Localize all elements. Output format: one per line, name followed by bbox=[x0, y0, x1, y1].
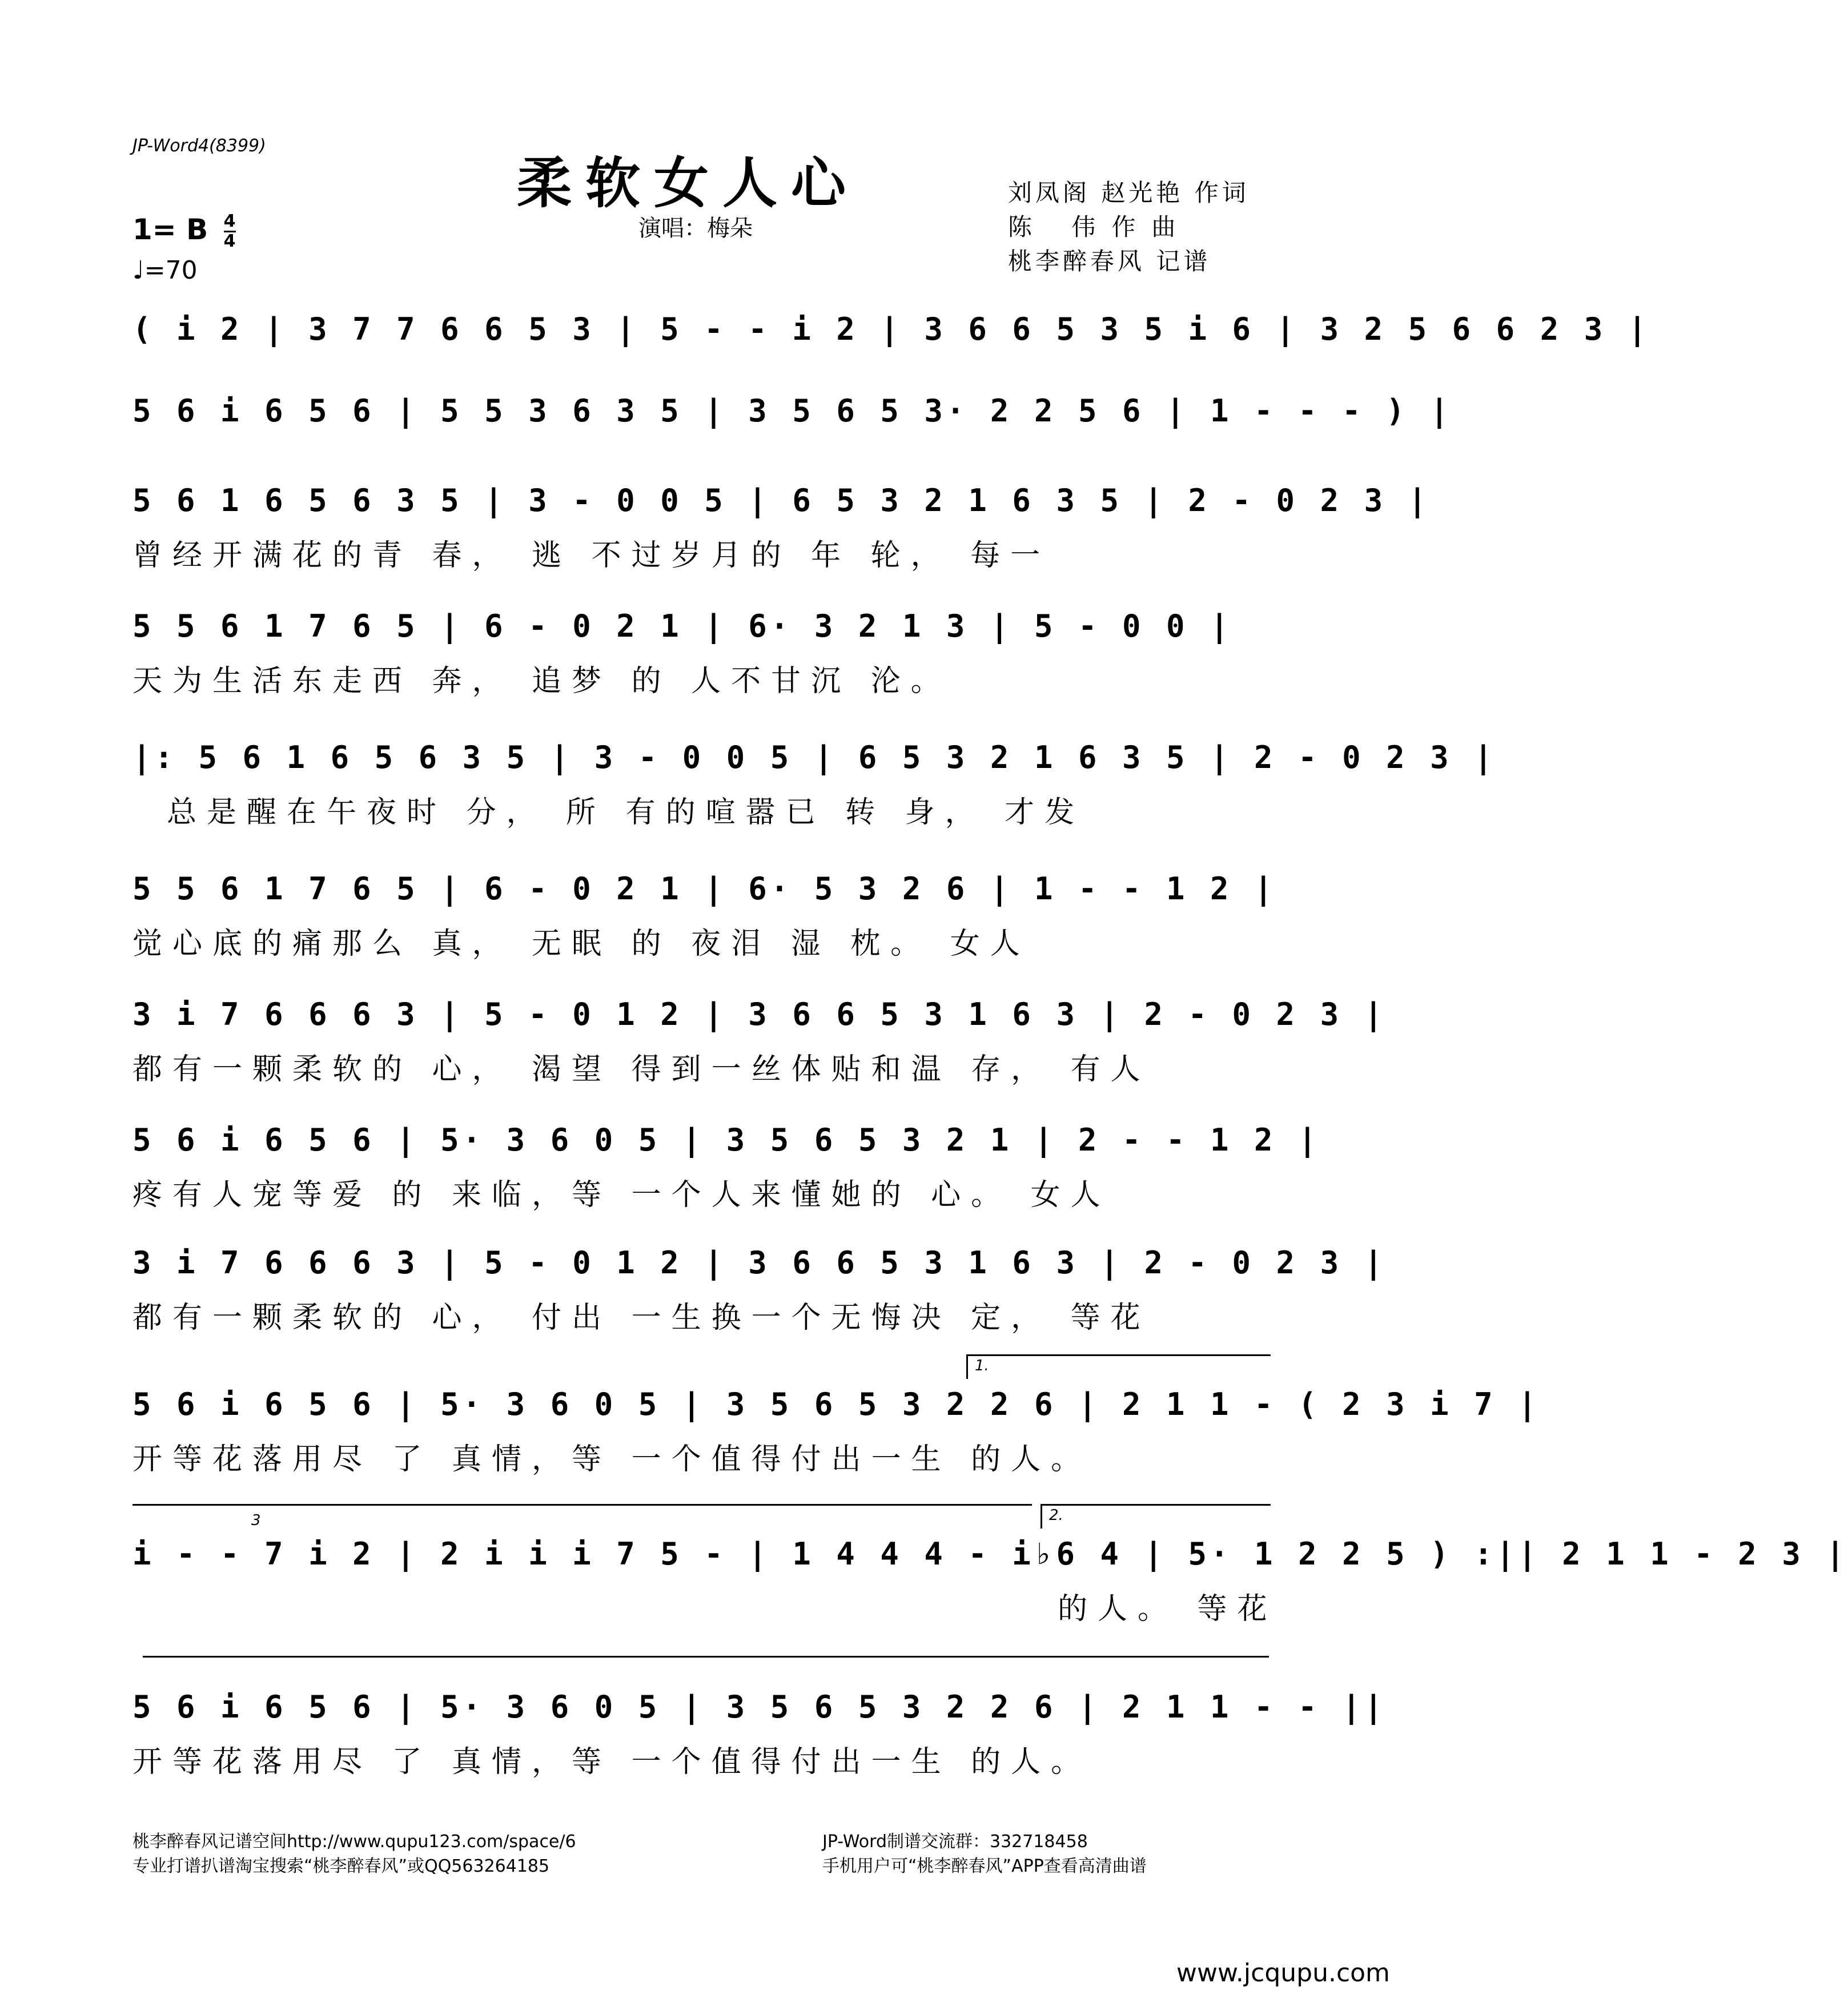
notes-line: 5 6 i 6 5 6 | 5· 3 6 0 5 | 3 5 6 5 3 2 1 | 2 - - 1 2 | bbox=[132, 1122, 1320, 1158]
notes-line: 5 6 1 6 5 6 3 5 | 3 - 0 0 5 | 6 5 3 2 1 6 3 5 | 2 - 0 2 3 | bbox=[132, 482, 1431, 518]
notes-line: i - - 7 i 2 | 2 i i i 7 5 - | 1 4 4 4 - i♭6 4 | 5· 1 2 2 5 ) :|| 2 1 1 - 2 3 | bbox=[132, 1536, 1848, 1572]
volta-first-label: 1. bbox=[975, 1357, 989, 1374]
volta-second bbox=[1040, 1504, 1271, 1529]
coda-rule bbox=[143, 1656, 1269, 1658]
transcriber-credit: 桃李醉春风 记谱 bbox=[1008, 247, 1211, 275]
lyrics-line: 觉心底的痛那么 真， 无眠 的 夜泪 湿 枕。 女人 bbox=[132, 927, 1030, 961]
singer-label: 演唱：梅朵 bbox=[638, 215, 753, 242]
composer-credit: 陈 伟作曲 bbox=[1008, 213, 1192, 241]
footer-right-line-2: 手机用户可“桃李醉春风”APP查看高清曲谱 bbox=[822, 1856, 1147, 1876]
footer-left-line-1: 桃李醉春风记谱空间http://www.qupu123.com/space/6 bbox=[132, 1832, 576, 1852]
score-row-2 bbox=[132, 393, 1452, 429]
score-row-6 bbox=[132, 871, 1276, 962]
software-label: JP-Word4(8399) bbox=[132, 136, 266, 156]
notes-line: 5 6 i 6 5 6 | 5· 3 6 0 5 | 3 5 6 5 3 2 2 6 | 2 1 1 - ( 2 3 i 7 | bbox=[132, 1386, 1540, 1422]
notes-line: 3 i 7 6 6 6 3 | 5 - 0 1 2 | 3 6 6 5 3 1 6 3 | 2 - 0 2 3 | bbox=[132, 996, 1387, 1032]
lyrics-line: 开等花落用尽 了 真情，等 一个值得付出一生 的人。 bbox=[132, 1745, 1091, 1779]
score-row-12 bbox=[132, 1689, 1386, 1780]
footer-left-line-2: 专业打谱扒谱淘宝搜索“桃李醉春风”或QQ563264185 bbox=[132, 1856, 550, 1876]
score-row-3 bbox=[132, 482, 1430, 574]
notes-line: 5 5 6 1 7 6 5 | 6 - 0 2 1 | 6· 3 2 1 3 | 5 - 0 0 | bbox=[132, 608, 1232, 644]
lyrics-line: 都有一颗柔软的 心， 付出 一生换一个无悔决 定， 等花 bbox=[132, 1301, 1151, 1335]
volta-second-label: 2. bbox=[1049, 1507, 1063, 1524]
footer-right-line-1: JP-Word制谱交流群：332718458 bbox=[822, 1832, 1088, 1852]
notes-line: ( i 2 | 3 7 7 6 6 5 3 | 5 - - i 2 | 3 6 6 5 3 5 i 6 | 3 2 5 6 6 2 3 | bbox=[132, 311, 1650, 347]
triplet-mark: 3 bbox=[251, 1512, 261, 1529]
lyrics-line: 开等花落用尽 了 真情，等 一个值得付出一生 的人。 bbox=[132, 1442, 1091, 1477]
time-numerator: 4 bbox=[223, 211, 236, 231]
score-row-9 bbox=[132, 1245, 1386, 1336]
site-watermark: www.jcqupu.com bbox=[1176, 1958, 1390, 1988]
score-row-10 bbox=[132, 1386, 1540, 1478]
notes-line: 3 i 7 6 6 6 3 | 5 - 0 1 2 | 3 6 6 5 3 1 6 3 | 2 - 0 2 3 | bbox=[132, 1245, 1387, 1281]
lyrics-line: 都有一颗柔软的 心， 渴望 得到一丝体贴和温 存， 有人 bbox=[132, 1052, 1151, 1087]
notes-line: 5 5 6 1 7 6 5 | 6 - 0 2 1 | 6· 5 3 2 6 | 1 - - 1 2 | bbox=[132, 871, 1276, 907]
lyrics-line: 总是醒在午夜时 分， 所 有的喧嚣已 转 身， 才发 bbox=[167, 795, 1085, 830]
time-signature bbox=[224, 212, 236, 251]
score-row-4 bbox=[132, 608, 1232, 699]
key-signature bbox=[132, 212, 236, 251]
score-row-7 bbox=[132, 996, 1386, 1088]
score-row-1 bbox=[132, 311, 1650, 347]
lyricist-credit: 刘凤阁 赵光艳 作词 bbox=[1008, 179, 1250, 207]
notes-line: 5 6 i 6 5 6 | 5 5 3 6 3 5 | 3 5 6 5 3· 2 2 5 6 | 1 - - - ) | bbox=[132, 393, 1452, 429]
lyrics-line: 天为生活东走西 奔， 追梦 的 人不甘沉 沦。 bbox=[132, 664, 951, 698]
score-row-5 bbox=[132, 739, 1496, 831]
lyrics-line: 的人。 等花 bbox=[1058, 1592, 1277, 1626]
song-title: 柔软女人心 bbox=[517, 151, 859, 215]
volta-first bbox=[966, 1354, 1271, 1379]
notes-line: 5 6 i 6 5 6 | 5· 3 6 0 5 | 3 5 6 5 3 2 2 6 | 2 1 1 - - || bbox=[132, 1689, 1387, 1725]
score-row-11 bbox=[132, 1536, 1848, 1627]
key-label: 1= B bbox=[132, 213, 208, 246]
lyrics-line: 曾经开满花的青 春， 逃 不过岁月的 年 轮， 每一 bbox=[132, 538, 1051, 573]
tempo-mark: ♩=70 bbox=[132, 256, 198, 285]
repeat-rule bbox=[132, 1504, 1032, 1506]
time-denominator: 4 bbox=[223, 231, 236, 251]
notes-line: |: 5 6 1 6 5 6 3 5 | 3 - 0 0 5 | 6 5 3 2 1 6 3 5 | 2 - 0 2 3 | bbox=[132, 739, 1496, 775]
score-row-8 bbox=[132, 1122, 1320, 1213]
lyrics-line: 疼有人宠等爱 的 来临，等 一个人来懂她的 心。 女人 bbox=[132, 1178, 1111, 1212]
